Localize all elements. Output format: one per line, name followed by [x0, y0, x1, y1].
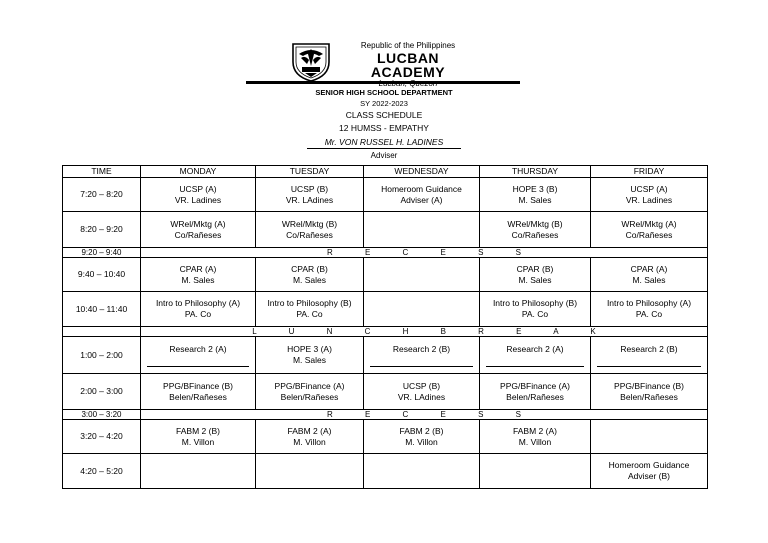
class-cell: [480, 420, 591, 454]
teacher-label: PA. Co: [296, 309, 323, 320]
break-label: R E C E S S: [326, 410, 536, 420]
time-cell: [63, 327, 141, 337]
adviser-label: Adviser: [370, 151, 398, 160]
teacher-label: VR. Ladines: [625, 194, 673, 205]
document-title: CLASS SCHEDULE: [345, 110, 423, 120]
time-cell: 2:00 – 3:00: [63, 374, 141, 410]
school-seal-icon: [291, 40, 331, 82]
class-cell: [364, 178, 480, 212]
class-cell: [480, 258, 591, 292]
blank-line: [370, 356, 473, 367]
break-label: L U N C H B R E A K: [252, 327, 611, 337]
subject-label: WRel/Mktg (A): [170, 218, 226, 229]
teacher-label: Adviser (A): [400, 194, 443, 205]
class-cell: [256, 337, 364, 374]
time-cell: 1:00 – 2:00: [63, 337, 141, 374]
table-row: [63, 258, 708, 292]
teacher-label: Co/Rañeses: [174, 229, 222, 240]
table-row: [63, 454, 708, 489]
teacher-label: VR. Ladines: [174, 194, 222, 205]
column-header: FRIDAY: [591, 166, 708, 178]
teacher-label: PA. Co: [521, 309, 549, 320]
class-cell: [256, 292, 364, 327]
time-cell: 9:20 – 9:40: [63, 248, 141, 258]
adviser-name: Mr. VON RUSSEL H. LADINES: [307, 138, 462, 149]
subject-label: CPAR (B): [516, 263, 554, 274]
class-cell: [591, 337, 708, 374]
teacher-label: Co/Rañeses: [286, 229, 333, 240]
class-cell: [591, 258, 708, 292]
republic-label: Republic of the Philippines: [360, 41, 456, 50]
teacher-label: Belen/Rañeses: [506, 391, 564, 402]
subject-label: UCSP (B): [290, 183, 329, 194]
time-cell: 4:20 – 5:20: [63, 454, 141, 489]
section-name: 12 HUMSS - EMPATHY: [339, 123, 429, 133]
subject-label: WRel/Mktg (B): [281, 218, 338, 229]
subject-label: WRel/Mktg (B): [507, 218, 563, 229]
teacher-label: PA. Co: [635, 309, 663, 320]
subject-label: Research 2 (A): [169, 344, 227, 355]
teacher-label: Co/Rañeses: [511, 229, 559, 240]
class-cell: [591, 374, 708, 410]
class-cell: [591, 178, 708, 212]
class-cell: [141, 454, 256, 489]
blank-line: [597, 356, 701, 367]
class-cell: [364, 212, 480, 248]
break-cell: [141, 410, 708, 420]
teacher-label: M. Villon: [181, 436, 215, 447]
teacher-label: PA. Co: [184, 309, 212, 320]
break-label: R E C E S S: [326, 248, 536, 258]
subject-label: WRel/Mktg (A): [621, 218, 677, 229]
subject-label: Research 2 (A): [506, 344, 564, 355]
class-cell: [364, 258, 480, 292]
table-row: [63, 327, 708, 337]
school-year: SY 2022-2023: [360, 99, 408, 108]
table-row: [63, 420, 708, 454]
class-cell: [256, 454, 364, 489]
teacher-label: Adviser (B): [627, 471, 671, 482]
class-cell: [480, 178, 591, 212]
table-row: [63, 178, 708, 212]
schedule-table: [62, 165, 708, 489]
subject-label: FABM 2 (B): [176, 425, 220, 436]
class-cell: [480, 212, 591, 248]
schedule-body: [63, 178, 708, 489]
class-cell: [141, 337, 256, 374]
department-title: SENIOR HIGH SCHOOL DEPARTMENT: [315, 88, 453, 97]
class-cell: [480, 454, 591, 489]
break-cell: [141, 327, 708, 337]
time-cell: 3:00 – 3:20: [63, 410, 141, 420]
class-cell: [364, 337, 480, 374]
class-cell: [591, 454, 708, 489]
class-cell: [364, 454, 480, 489]
teacher-label: M. Sales: [518, 274, 552, 285]
class-cell: [256, 212, 364, 248]
time-cell: 7:20 – 8:20: [63, 178, 141, 212]
adviser-name-wrap: [244, 138, 524, 149]
subject-label: UCSP (A): [179, 183, 217, 194]
subject-label: Intro to Philosophy (A): [155, 298, 241, 308]
subject-label: Research 2 (B): [620, 344, 678, 355]
subject-label: PPG/BFinance (A): [274, 380, 345, 391]
subject-label: FABM 2 (B): [399, 425, 444, 436]
teacher-label: Belen/Rañeses: [620, 391, 678, 402]
class-cell: [141, 420, 256, 454]
subject-label: Intro to Philosophy (B): [492, 298, 578, 308]
blank-line: [147, 356, 249, 367]
table-row: [63, 212, 708, 248]
subject-label: PPG/BFinance (A): [500, 380, 570, 391]
subject-label: CPAR (A): [179, 263, 217, 274]
class-cell: [256, 420, 364, 454]
teacher-label: Belen/Rañeses: [280, 391, 339, 402]
class-cell: [364, 292, 480, 327]
teacher-label: VR. LAdines: [285, 194, 334, 205]
class-cell: [141, 212, 256, 248]
subject-label: Homeroom Guidance: [608, 460, 690, 470]
class-cell: [591, 212, 708, 248]
class-cell: [591, 292, 708, 327]
blank-line: [486, 356, 584, 367]
subject-label: CPAR (A): [630, 263, 668, 274]
subject-label: Homeroom Guidance: [381, 183, 462, 194]
class-cell: [141, 258, 256, 292]
column-header: MONDAY: [141, 166, 256, 178]
table-row: [63, 337, 708, 374]
subject-label: Research 2 (B): [392, 344, 451, 355]
subject-label: Intro to Philosophy (A): [606, 298, 692, 308]
teacher-label: M. Villon: [405, 436, 438, 447]
time-cell: 9:40 – 10:40: [63, 258, 141, 292]
class-cell: [480, 337, 591, 374]
table-row: [63, 410, 708, 420]
column-header: TUESDAY: [256, 166, 364, 178]
break-cell: [141, 248, 708, 258]
subject-label: PPG/BFinance (B): [163, 380, 233, 391]
class-cell: [364, 420, 480, 454]
class-cell: [141, 374, 256, 410]
subject-label: PPG/BFinance (B): [614, 380, 684, 391]
teacher-label: M. Sales: [292, 355, 327, 366]
class-cell: [256, 374, 364, 410]
subject-label: FABM 2 (A): [287, 425, 332, 436]
class-cell: [141, 178, 256, 212]
teacher-label: M. Sales: [632, 274, 666, 285]
teacher-label: VR. LAdines: [397, 391, 446, 402]
class-cell: [591, 420, 708, 454]
column-header: TIME: [63, 166, 141, 178]
class-cell: [141, 292, 256, 327]
header-rule: [246, 81, 520, 84]
column-header: WEDNESDAY: [364, 166, 480, 178]
column-header: THURSDAY: [480, 166, 591, 178]
table-row: [63, 248, 708, 258]
time-cell: 10:40 – 11:40: [63, 292, 141, 327]
teacher-label: M. Sales: [292, 274, 327, 285]
subject-label: UCSP (A): [630, 183, 668, 194]
teacher-label: M. Villon: [293, 436, 326, 447]
class-cell: [480, 292, 591, 327]
header-row: [63, 166, 708, 178]
table-row: [63, 374, 708, 410]
teacher-label: M. Sales: [181, 274, 215, 285]
subject-label: HOPE 3 (B): [512, 183, 558, 194]
school-name: LUCBAN ACADEMY: [370, 50, 446, 80]
subject-label: FABM 2 (A): [513, 425, 557, 436]
teacher-label: M. Villon: [518, 436, 552, 447]
subject-label: CPAR (B): [291, 263, 328, 274]
time-cell: 3:20 – 4:20: [63, 420, 141, 454]
teacher-label: Belen/Rañeses: [169, 391, 227, 402]
class-cell: [480, 374, 591, 410]
subject-label: HOPE 3 (A): [287, 344, 332, 354]
class-cell: [364, 374, 480, 410]
subject-label: Intro to Philosophy (B): [267, 298, 352, 308]
subject-label: UCSP (B): [402, 380, 441, 391]
class-cell: [256, 258, 364, 292]
teacher-label: M. Sales: [518, 194, 552, 205]
table-row: [63, 292, 708, 327]
class-cell: [256, 178, 364, 212]
teacher-label: Co/Rañeses: [625, 229, 673, 240]
time-cell: 8:20 – 9:20: [63, 212, 141, 248]
